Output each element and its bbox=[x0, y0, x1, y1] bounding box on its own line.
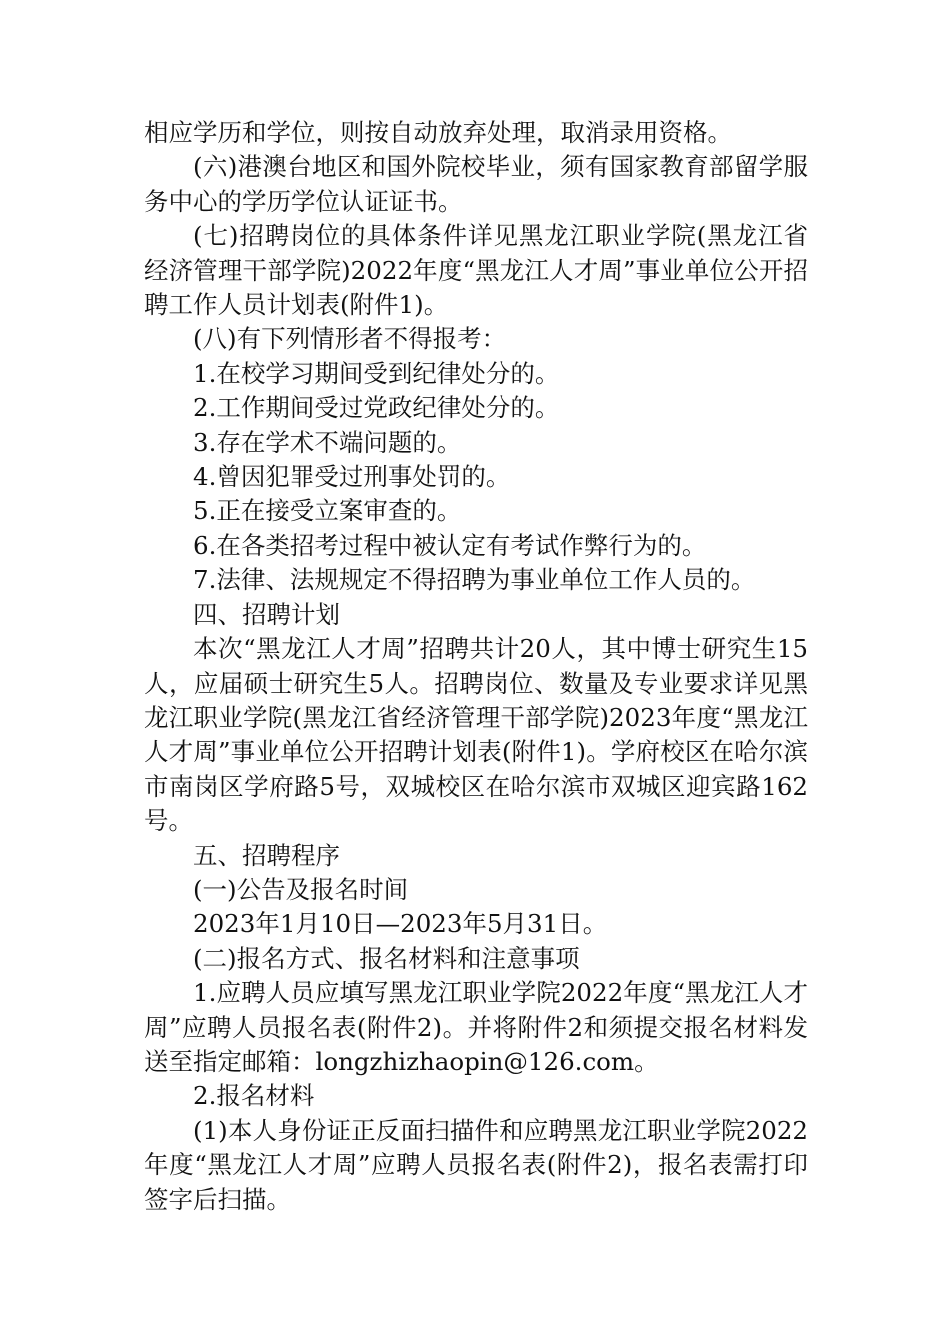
subheading-registration-method: (二)报名方式、报名材料和注意事项 bbox=[193, 943, 580, 973]
subheading-registration-materials: 2.报名材料 bbox=[193, 1081, 315, 1111]
paragraph-item-7: (七)招聘岗位的具体条件详见黑龙江职业学院(黑龙江省经济管理干部学院)2022年度“黑龙江人才周”事业单位公开招聘工作人员计划表(附件1)。 bbox=[144, 221, 808, 320]
materials-item-1: (1)本人身份证正反面扫描件和应聘黑龙江职业学院2022年度“黑龙江人才周”应聘人员报名表(附件2)，报名表需打印签字后扫描。 bbox=[144, 1115, 808, 1214]
registration-instruction-paragraph: 1.应聘人员应填写黑龙江职业学院2022年度“黑龙江人才周”应聘人员报名表(附件2)。并将附件2和须提交报名材料发送至指定邮箱：longzhizhaopin@126.com。 bbox=[144, 978, 808, 1076]
list-item-7: 7.法律、法规规定不得招聘为事业单位工作人员的。 bbox=[193, 565, 756, 595]
paragraph-item-6: (六)港澳台地区和国外院校毕业，须有国家教育部留学服务中心的学历学位认证证书。 bbox=[144, 152, 808, 216]
recruitment-plan-paragraph: 本次“黑龙江人才周”招聘共计20人，其中博士研究生15人，应届硕士研究生5人。招聘岗位、数量及专业要求详见黑龙江职业学院(黑龙江省经济管理干部学院)2023年度“黑龙江人才周”事业单位公开招聘计划表(附件1)。学府校区在哈尔滨市南岗区学府路5号，双城校区在哈尔滨市双城区迎宾路162号。 bbox=[144, 634, 808, 836]
list-item-2: 2.工作期间受过党政纪律处分的。 bbox=[193, 393, 560, 423]
list-item-6: 6.在各类招考过程中被认定有考试作弊行为的。 bbox=[193, 530, 707, 560]
subheading-announcement-time: (一)公告及报名时间 bbox=[193, 874, 409, 904]
registration-date-range: 2023年1月10日—2023年5月31日。 bbox=[193, 909, 608, 939]
list-item-1: 1.在校学习期间受到纪律处分的。 bbox=[193, 358, 560, 388]
document-body bbox=[144, 116, 808, 1217]
section-heading-5: 五、招聘程序 bbox=[193, 840, 340, 870]
paragraph-continuation: 相应学历和学位，则按自动放弃处理，取消录用资格。 bbox=[144, 118, 732, 147]
list-item-3: 3.存在学术不端问题的。 bbox=[193, 427, 462, 457]
section-heading-4: 四、招聘计划 bbox=[193, 599, 340, 629]
paragraph-item-8: (八)有下列情形者不得报考： bbox=[193, 324, 507, 354]
list-item-4: 4.曾因犯罪受过刑事处罚的。 bbox=[193, 462, 511, 492]
list-item-5: 5.正在接受立案审查的。 bbox=[193, 496, 462, 526]
